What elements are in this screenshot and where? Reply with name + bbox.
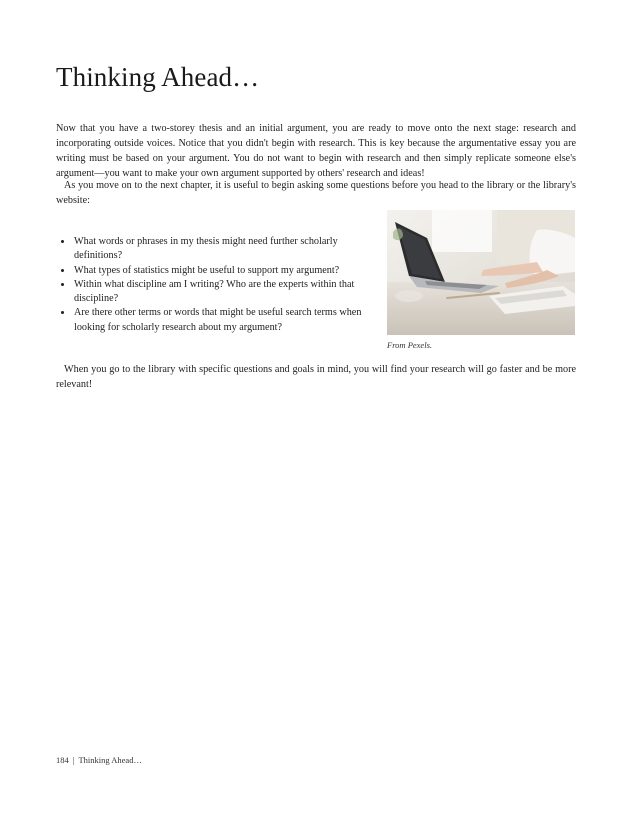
lead-in-paragraph: As you move on to the next chapter, it is useful to begin asking some questions before you head to the library or the library's website: [56,180,576,206]
figure-caption: From Pexels. [387,340,433,350]
laptop-photo [387,210,575,335]
page-footer [56,755,142,765]
list-item: • Are there other terms or words that might be useful search terms when looking for scholarly research about my argument? [73,306,385,335]
running-title: Thinking Ahead… [78,755,142,765]
closing-paragraph: When you go to the library with specific questions and goals in mind, you will find your research will go faster and be more relevant! [56,364,576,390]
list-item: • What types of statistics might be useful to support my argument? [73,264,385,278]
intro-paragraph: Now that you have a two-storey thesis and an initial argument, you are ready to move onto the next stage: research and incorporating outside voices. Notice that you didn't begin with research. This is key because the argumentative essay you are writing must be based on your argument. You do not want to begin with research and then simply replicate someone else's argument—you want to make your own argument supported by others' research and ideas! [56,123,576,179]
list-item: • Within what discipline am I writing? Who are the experts within that discipline? [73,278,385,307]
page-title: Thinking Ahead… [56,62,260,92]
page-number: 184 [56,755,69,765]
footer-separator: | [72,755,75,765]
question-list [58,235,385,335]
list-item: • What words or phrases in my thesis might need further scholarly definitions? [73,235,385,264]
